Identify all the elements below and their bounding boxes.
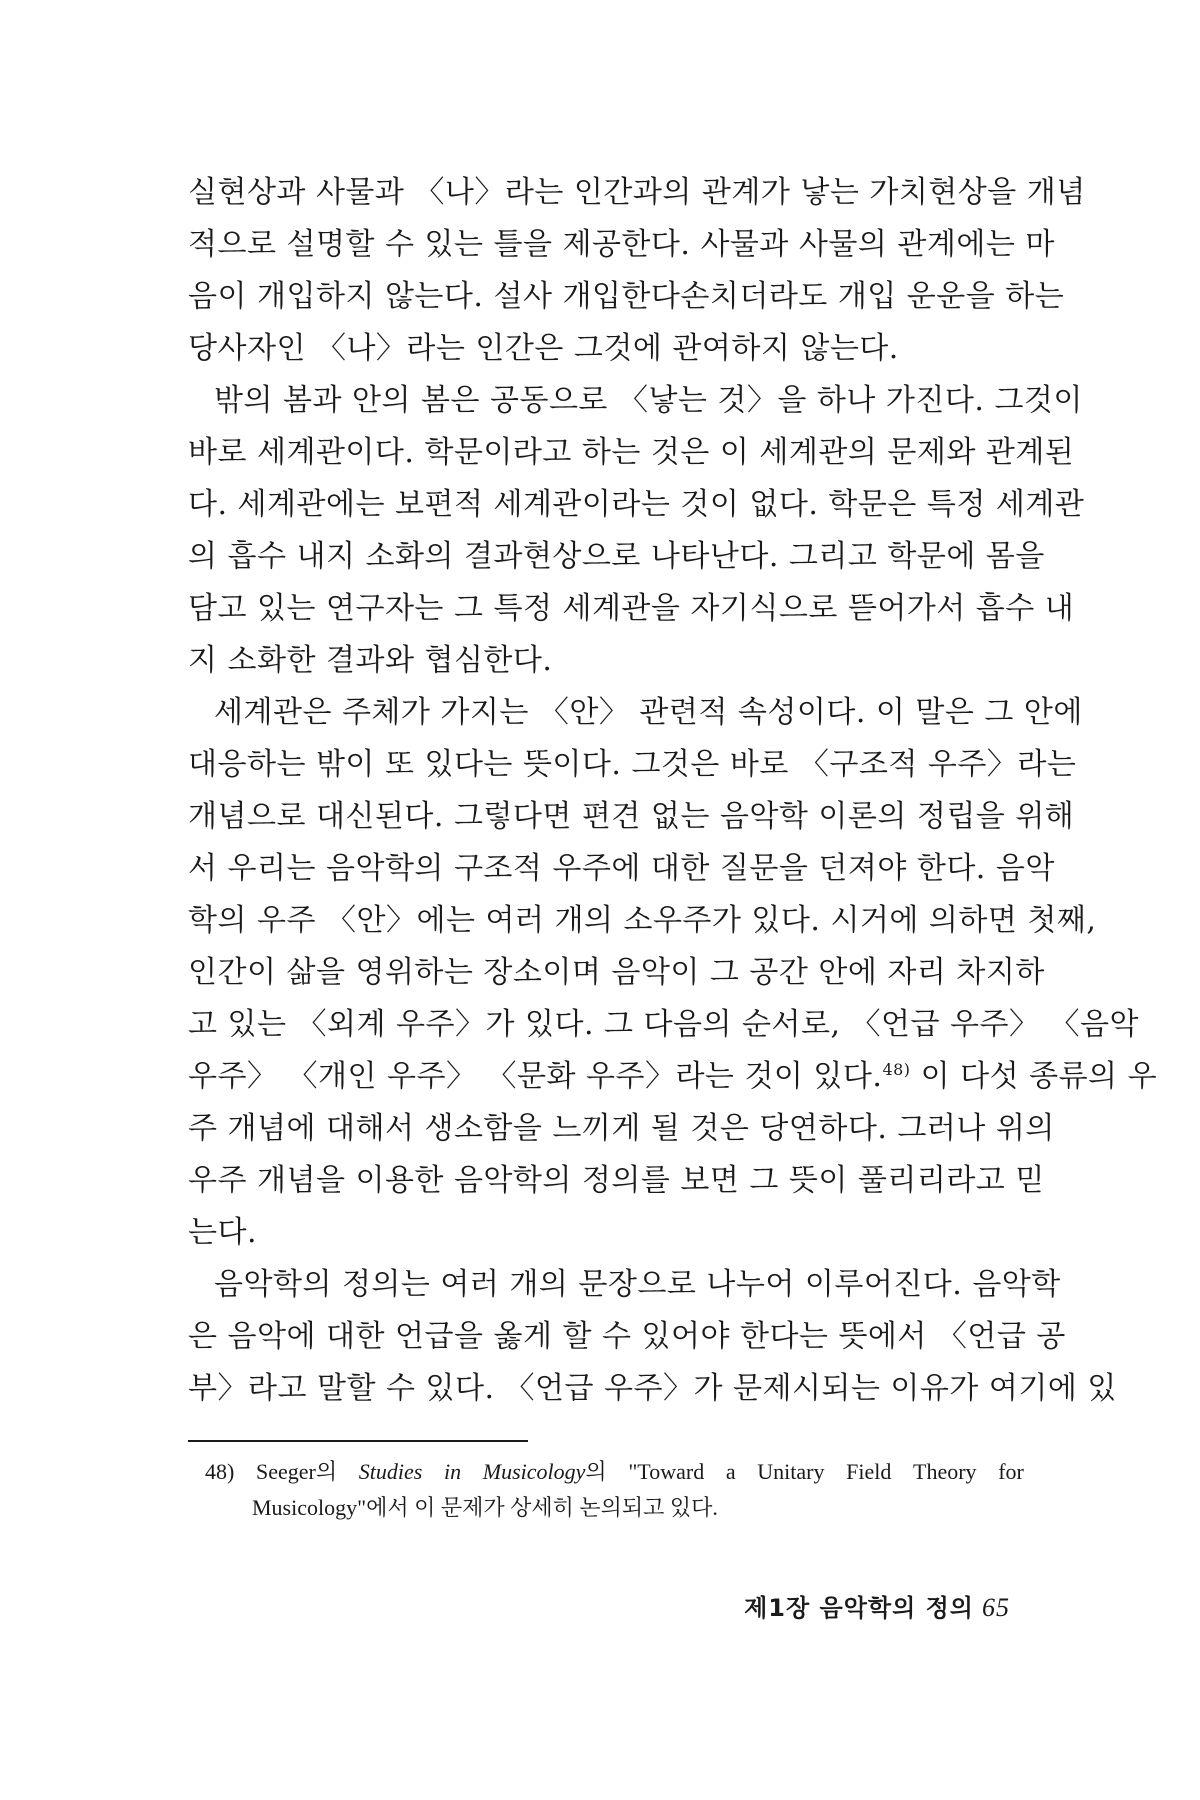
body-line: 바로 세계관이다. 학문이라고 하는 것은 이 세계관의 문제와 관계된 — [188, 435, 1075, 470]
body-line — [188, 1056, 1158, 1098]
body-line: 당사자인 〈나〉라는 인간은 그것에 관여하지 않는다. — [188, 331, 899, 366]
footnote-text: "Toward — [628, 1459, 705, 1484]
body-line: 음이 개입하지 않는다. 설사 개입한다손치더라도 개입 운운을 하는 — [188, 279, 1065, 314]
body-line: 은 음악에 대한 언급을 옳게 할 수 있어야 한다는 뜻에서 〈언급 공 — [188, 1319, 1066, 1354]
footnote-author: Seeger의 — [255, 1459, 338, 1484]
body-line: 실현상과 사물과 〈나〉라는 인간과의 관계가 낳는 가치현상을 개념 — [188, 175, 1086, 210]
body-line-text: 이 다섯 종류의 우 — [910, 1059, 1158, 1094]
running-footer — [744, 1588, 1010, 1623]
footnote-48-continued: Musicology"에서 이 문제가 상세히 논의되고 있다. — [252, 1495, 718, 1520]
footnote-text: a — [725, 1459, 736, 1484]
body-line: 세계관은 주체가 가지는 〈안〉 관련적 속성이다. 이 말은 그 안에 — [214, 695, 1083, 730]
body-line: 서 우리는 음악학의 구조적 우주에 대한 질문을 던져야 한다. 음악 — [188, 851, 1055, 886]
body-line: 인간이 삶을 영위하는 장소이며 음악이 그 공간 안에 자리 차지하 — [188, 955, 1045, 990]
body-line: 적으로 설명할 수 있는 틀을 제공한다. 사물과 사물의 관계에는 마 — [188, 227, 1055, 262]
footnote-text: Unitary — [757, 1459, 825, 1484]
footnote-book-title: Musicology — [482, 1459, 586, 1484]
chapter-title: 제1장 음악학의 정의 — [744, 1594, 974, 1622]
body-line: 는다. — [188, 1215, 257, 1250]
footnote-book-title: Studies — [358, 1459, 423, 1484]
body-line: 음악학의 정의는 여러 개의 문장으로 나누어 이루어진다. 음악학 — [214, 1267, 1061, 1302]
footnote-text: Field — [846, 1459, 892, 1484]
footnote-reference[interactable]: 48) — [882, 1060, 911, 1079]
body-line: 개념으로 대신된다. 그렇다면 편견 없는 음악학 이론의 정립을 위해 — [188, 799, 1075, 834]
page-number: 65 — [982, 1593, 1010, 1622]
footnote-text: 의 — [585, 1459, 607, 1484]
body-line: 고 있는 〈외계 우주〉가 있다. 그 다음의 순서로, 〈언급 우주〉 〈음악 — [188, 1007, 1139, 1042]
footnote-48 — [205, 1456, 1024, 1488]
body-line-text: 우주〉 〈개인 우주〉 〈문화 우주〉라는 것이 있다. — [188, 1059, 883, 1094]
body-line: 의 흡수 내지 소화의 결과현상으로 나타난다. 그리고 학문에 몸을 — [188, 539, 1045, 574]
body-line: 우주 개념을 이용한 음악학의 정의를 보면 그 뜻이 풀리리라고 믿 — [188, 1163, 1045, 1198]
body-line: 밖의 봄과 안의 봄은 공동으로 〈낳는 것〉을 하나 가진다. 그것이 — [214, 383, 1083, 418]
body-line: 대응하는 밖이 또 있다는 뜻이다. 그것은 바로 〈구조적 우주〉라는 — [188, 747, 1077, 782]
body-line: 다. 세계관에는 보편적 세계관이라는 것이 없다. 학문은 특정 세계관 — [188, 487, 1085, 522]
footnote-book-title: in — [443, 1459, 462, 1484]
body-line: 주 개념에 대해서 생소함을 느끼게 될 것은 당연하다. 그러나 위의 — [188, 1111, 1055, 1146]
body-line: 부〉라고 말할 수 있다. 〈언급 우주〉가 문제시되는 이유가 여기에 있 — [188, 1371, 1117, 1406]
footnote-marker: 48) — [205, 1459, 235, 1484]
footnote-divider — [188, 1440, 528, 1442]
footnote-text: for — [998, 1459, 1024, 1484]
footnote-text: Theory — [913, 1459, 977, 1484]
body-line: 담고 있는 연구자는 그 특정 세계관을 자기식으로 뜯어가서 흡수 내 — [188, 591, 1075, 626]
body-line: 지 소화한 결과와 협심한다. — [188, 643, 553, 678]
body-line: 학의 우주 〈안〉에는 여러 개의 소우주가 있다. 시거에 의하면 첫째, — [188, 903, 1097, 938]
